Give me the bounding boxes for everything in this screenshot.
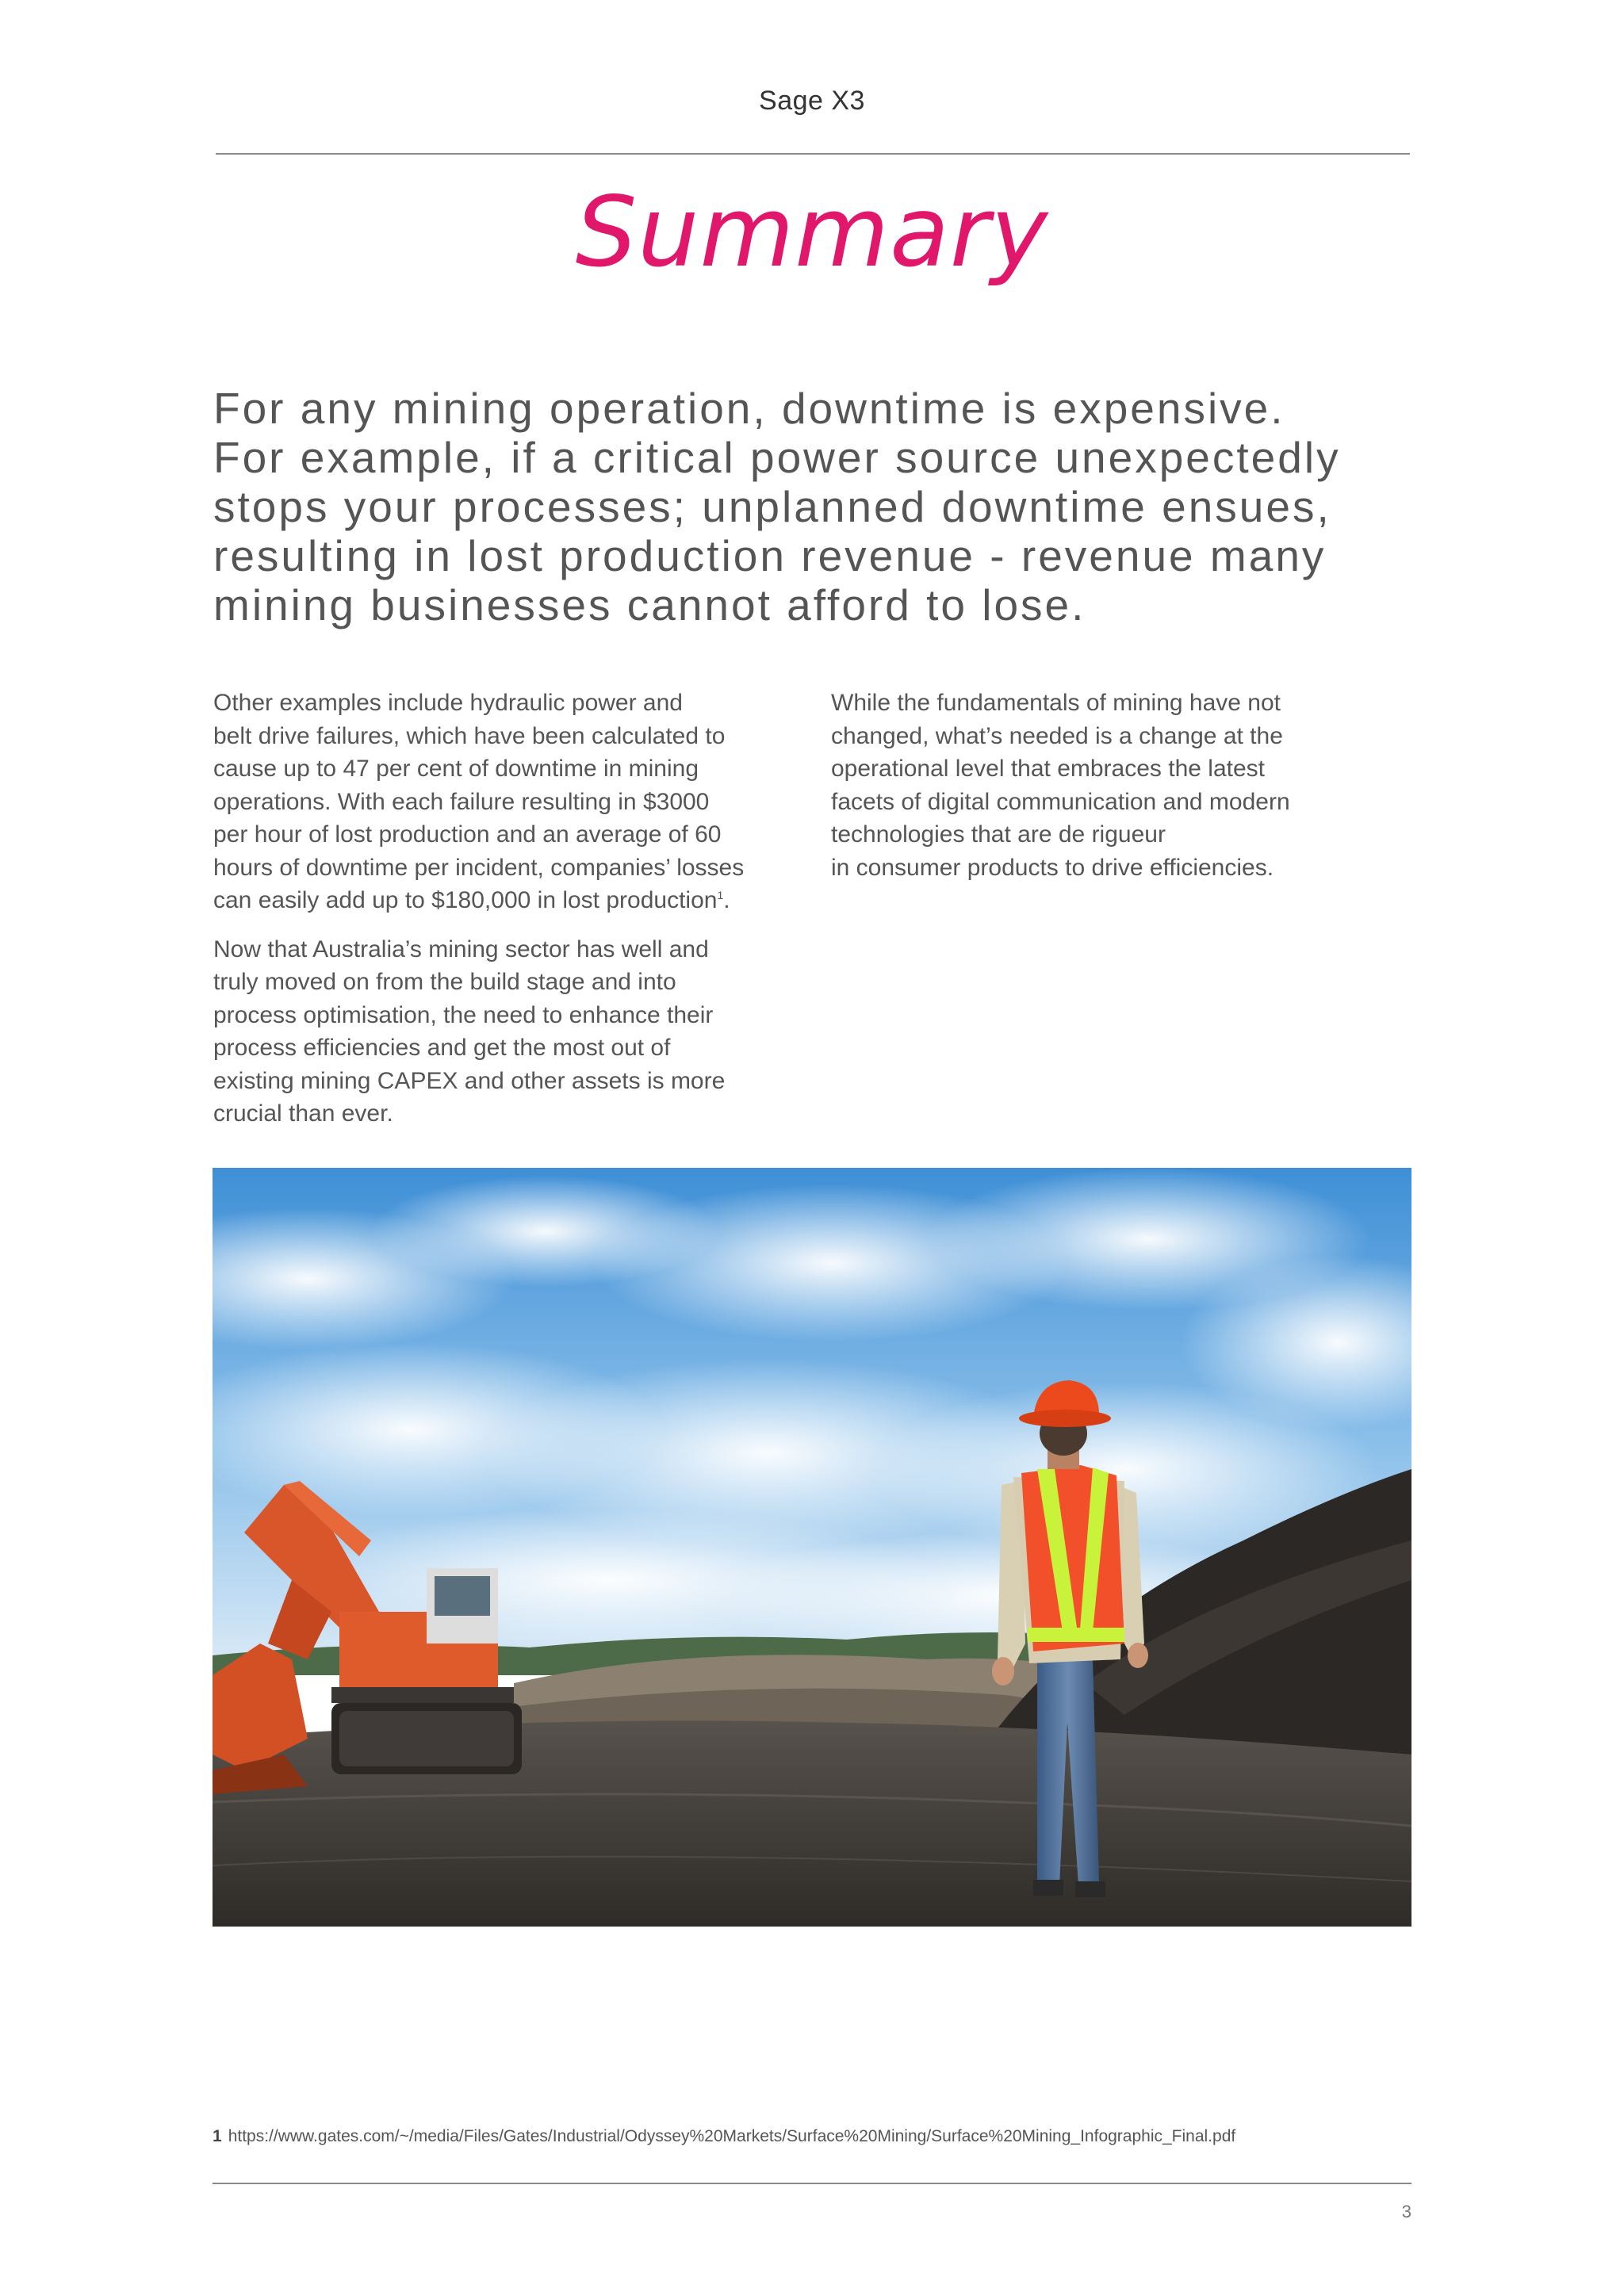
lead-line: stops your processes; unplanned downtime ensues, bbox=[213, 482, 1331, 531]
sentence-end: . bbox=[723, 887, 730, 913]
text-line: Other examples include hydraulic power and bbox=[213, 690, 683, 716]
text-line: process optimisation, the need to enhance their bbox=[213, 1001, 714, 1028]
text-line: can easily add up to $180,000 in lost production bbox=[213, 887, 718, 913]
text-line: operations. With each failure resulting in $3000 bbox=[213, 788, 710, 815]
left-paragraph-1 bbox=[213, 687, 816, 917]
lead-line: resulting in lost production revenue - revenue many bbox=[213, 531, 1327, 580]
text-line: existing mining CAPEX and other assets is more bbox=[213, 1067, 726, 1094]
lead-line: For example, if a critical power source unexpectedly bbox=[213, 433, 1341, 482]
left-column bbox=[213, 687, 816, 1146]
text-line: crucial than ever. bbox=[213, 1100, 393, 1127]
mining-site-illustration bbox=[213, 1168, 1411, 1927]
text-line: changed, what’s needed is a change at the bbox=[831, 722, 1283, 749]
text-line: process efficiencies and get the most out of bbox=[213, 1035, 671, 1061]
text-line: in consumer products to drive efficiencies. bbox=[831, 854, 1274, 881]
header-rule bbox=[216, 153, 1410, 155]
text-line: truly moved on from the build stage and into bbox=[213, 969, 676, 995]
header-brand: Sage X3 bbox=[759, 86, 865, 116]
text-line: Now that Australia’s mining sector has well and bbox=[213, 936, 709, 962]
footnote bbox=[213, 2127, 1235, 2146]
text-line: cause up to 47 per cent of downtime in mining bbox=[213, 756, 699, 782]
right-column bbox=[831, 687, 1402, 900]
lead-paragraph bbox=[213, 384, 1371, 629]
lead-line: For any mining operation, downtime is expensive. bbox=[213, 384, 1285, 433]
lead-line: mining businesses cannot afford to lose. bbox=[213, 580, 1086, 629]
text-line: operational level that embraces the latest bbox=[831, 756, 1265, 782]
page-number: 3 bbox=[1401, 2202, 1411, 2221]
footnote-number: 1 bbox=[213, 2127, 222, 2145]
page-title: Summary bbox=[575, 176, 1049, 289]
text-line: hours of downtime per incident, companies’ losses bbox=[213, 854, 745, 881]
mining-site-photo bbox=[213, 1168, 1411, 1927]
left-paragraph-2 bbox=[213, 933, 816, 1131]
text-line: While the fundamentals of mining have not bbox=[831, 690, 1281, 716]
text-line: facets of digital communication and modern bbox=[831, 788, 1290, 815]
footnote-reference[interactable]: 1 bbox=[717, 889, 724, 901]
footnote-url[interactable]: https://www.gates.com/~/media/Files/Gates/Industrial/Odyssey%20Markets/Surface%20Mining/Surface%20Mining_Infographic_Final.pdf bbox=[228, 2127, 1236, 2145]
text-line: technologies that are de rigueur bbox=[831, 821, 1166, 848]
text-line: per hour of lost production and an average of 60 bbox=[213, 821, 722, 848]
text-line-last bbox=[213, 884, 816, 917]
footer-rule bbox=[213, 2183, 1411, 2184]
right-paragraph-1 bbox=[831, 687, 1402, 884]
text-line: belt drive failures, which have been calculated to bbox=[213, 722, 726, 749]
